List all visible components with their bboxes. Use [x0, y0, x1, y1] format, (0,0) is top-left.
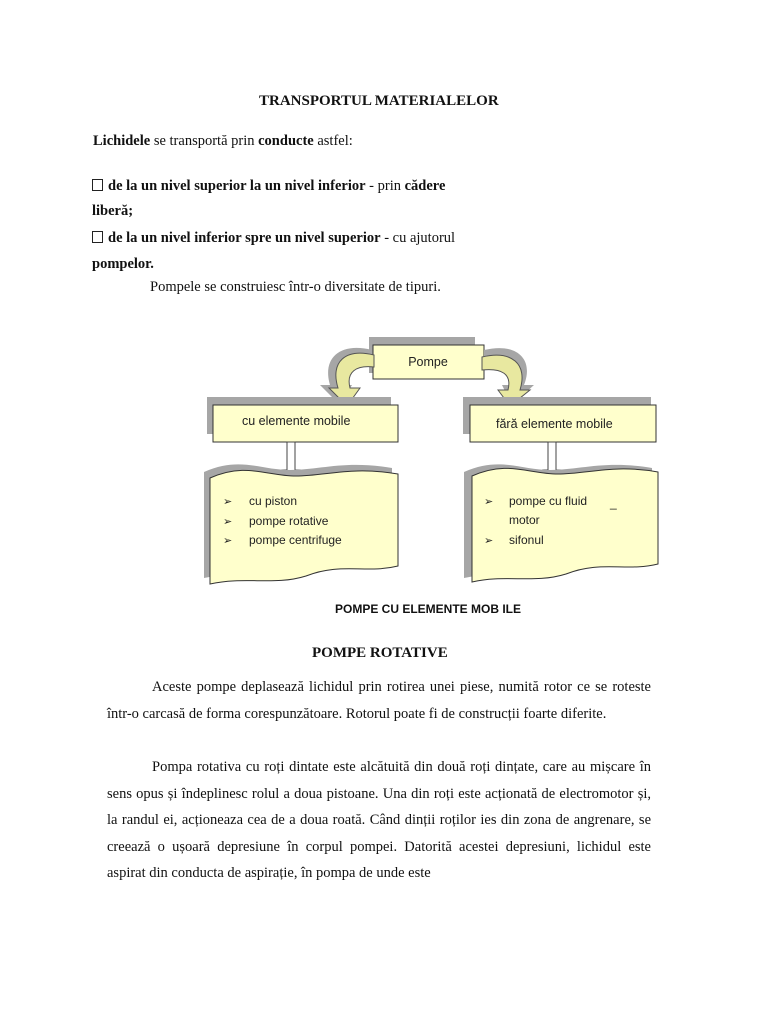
intro-bold-liquids: Lichidele	[93, 133, 151, 149]
types-line: Pompele se construiesc într-o diversitate de tipuri.	[150, 279, 441, 295]
left-list-item-1: cu piston	[249, 494, 298, 508]
right-list-item-1: pompe cu fluid	[509, 494, 588, 508]
root-label: Pompe	[408, 355, 448, 369]
arrowhead-bullet-icon: ➢	[223, 535, 233, 547]
bullet-item-2	[92, 230, 455, 247]
arrowhead-bullet-icon: ➢	[223, 516, 233, 528]
bullet-item-1-continued	[92, 203, 133, 220]
bullet-item-1	[92, 178, 445, 195]
right-list-item-1-continued: motor	[509, 513, 540, 527]
diagram-caption: POMPE CU ELEMENTE MOB ILE	[335, 602, 522, 616]
bullet-2-bold: de la un nivel inferior spre un nivel superior	[108, 230, 381, 246]
right-list-box	[472, 468, 658, 582]
bullet-item-2-continued	[92, 256, 154, 273]
intro-line	[93, 133, 353, 150]
left-category-label: cu elemente mobile	[242, 414, 351, 428]
section-title: POMPE ROTATIVE	[312, 645, 448, 661]
intro-text-2: astfel:	[313, 133, 353, 149]
intro-text-1: se transportă prin	[150, 133, 259, 149]
page-title: TRANSPORTUL MATERIALELOR	[259, 93, 499, 109]
bullet-1-continuation: liberă;	[92, 203, 134, 219]
paragraph-1	[107, 674, 651, 727]
pump-classification-diagram	[190, 330, 670, 590]
bullet-1-bold: de la un nivel superior la un nivel inferior	[108, 178, 366, 194]
paragraph-2-text: Pompa rotativa cu roți dintate este alcătuită din două roți dințate, care au mișcare în sens opus și îndeplinesc rolul a doua pistoane. Una din roți este acționată de electromotor și, la randul ei, acționeaza cea de a doua roată. Când dinții roților ies din zona de angrenare, se creează o ușoară depresiune în corpul pompei. Datorită acestei depresiuni, lichidul este aspirat din conducta de aspirație, în pompa de unde este	[107, 759, 651, 881]
missing-glyph-icon	[92, 179, 103, 191]
right-list-dash: _	[610, 496, 617, 510]
arrowhead-bullet-icon: ➢	[484, 535, 494, 547]
bullet-1-bold2: cădere	[404, 178, 446, 194]
right-list-item-2: sifonul	[509, 533, 544, 547]
bullet-2-rest: - cu ajutorul	[380, 230, 456, 246]
right-category-label: fără elemente mobile	[496, 417, 613, 431]
bullet-2-continuation: pompelor.	[92, 256, 154, 272]
missing-glyph-icon	[92, 231, 103, 243]
paragraph-1-text: Aceste pompe deplasează lichidul prin rotirea unei piese, numită rotor ce se roteste într-o carcasă de forma corespunzătoare. Rotorul poate fi de construcții foarte diferite.	[107, 679, 651, 722]
arrowhead-bullet-icon: ➢	[484, 496, 494, 508]
left-list-item-2: pompe rotative	[249, 514, 329, 528]
paragraph-2	[107, 754, 651, 887]
left-list-item-3: pompe centrifuge	[249, 533, 342, 547]
bullet-1-rest: - prin	[365, 178, 405, 194]
arrowhead-bullet-icon: ➢	[223, 496, 233, 508]
intro-bold-pipes: conducte	[258, 133, 314, 149]
